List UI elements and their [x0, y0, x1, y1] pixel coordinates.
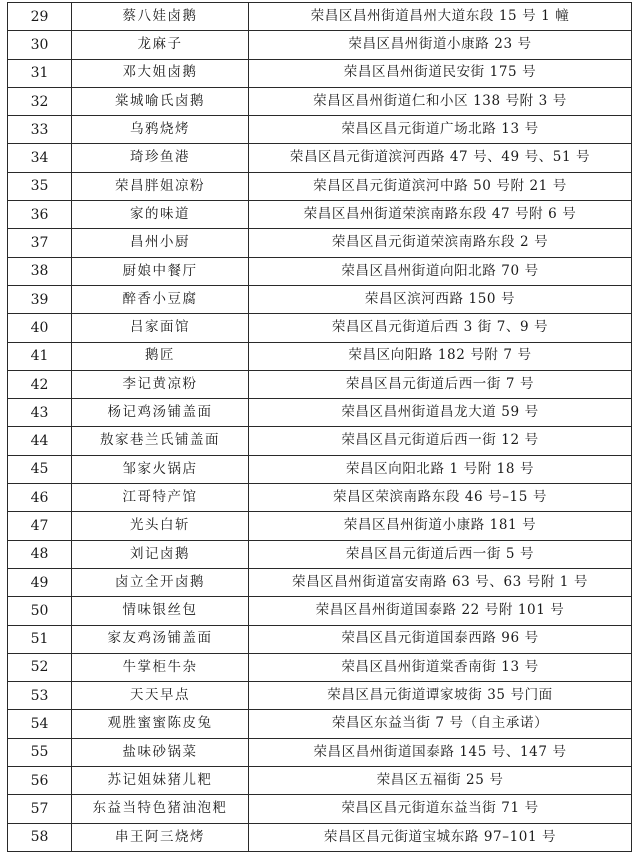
restaurant-name: 光头白斩 [72, 512, 249, 540]
restaurant-name: 家的味道 [72, 201, 249, 229]
restaurant-address: 荣昌区昌州街道棠香南街 13 号 [249, 653, 632, 681]
restaurant-address: 荣昌区昌州街道向阳北路 70 号 [249, 257, 632, 285]
table-row [8, 625, 632, 653]
row-number: 49 [8, 568, 72, 596]
table-row [8, 342, 632, 370]
restaurant-name: 牛掌柜牛杂 [72, 653, 249, 681]
row-number: 36 [8, 201, 72, 229]
table-row [8, 399, 632, 427]
row-number: 40 [8, 314, 72, 342]
restaurant-name: 杨记鸡汤铺盖面 [72, 399, 249, 427]
row-number: 56 [8, 767, 72, 795]
restaurant-name: 乌鸦烧烤 [72, 116, 249, 144]
row-number: 51 [8, 625, 72, 653]
table-row [8, 285, 632, 313]
row-number: 35 [8, 172, 72, 200]
restaurant-name: 棠城喻氏卤鹅 [72, 87, 249, 115]
table-body [8, 3, 632, 852]
table-row [8, 257, 632, 285]
restaurant-address: 荣昌区昌元街道广场北路 13 号 [249, 116, 632, 144]
restaurant-address: 荣昌区向阳路 182 号附 7 号 [249, 342, 632, 370]
restaurant-name: 敖家巷兰氏铺盖面 [72, 427, 249, 455]
restaurant-name: 情味银丝包 [72, 597, 249, 625]
table-row [8, 3, 632, 31]
restaurant-name: 李记黄凉粉 [72, 370, 249, 398]
restaurant-address: 荣昌区昌元街道后西 3 街 7、9 号 [249, 314, 632, 342]
row-number: 53 [8, 682, 72, 710]
restaurant-address: 荣昌区昌州街道小康路 181 号 [249, 512, 632, 540]
restaurant-address: 荣昌区五福街 25 号 [249, 767, 632, 795]
table-row [8, 116, 632, 144]
restaurant-name: 家友鸡汤铺盖面 [72, 625, 249, 653]
table-row [8, 427, 632, 455]
restaurant-address: 荣昌区昌元街道后西一街 7 号 [249, 370, 632, 398]
row-number: 45 [8, 455, 72, 483]
restaurant-name: 苏记姐妹猪儿粑 [72, 767, 249, 795]
restaurant-address: 荣昌区东益当街 7 号（自主承诺） [249, 710, 632, 738]
row-number: 57 [8, 795, 72, 823]
restaurant-address: 荣昌区昌州街道国泰路 145 号、147 号 [249, 738, 632, 766]
table-row [8, 201, 632, 229]
restaurant-address: 荣昌区昌元街道滨河西路 47 号、49 号、51 号 [249, 144, 632, 172]
restaurant-name: 蔡八娃卤鹅 [72, 3, 249, 31]
row-number: 34 [8, 144, 72, 172]
row-number: 43 [8, 399, 72, 427]
table-row [8, 795, 632, 823]
restaurant-address: 荣昌区昌元街道东益当街 71 号 [249, 795, 632, 823]
restaurant-name: 天天早点 [72, 682, 249, 710]
restaurant-name: 吕家面馆 [72, 314, 249, 342]
restaurant-address: 荣昌区昌元街道宝城东路 97–101 号 [249, 823, 632, 851]
table-row [8, 31, 632, 59]
restaurant-address: 荣昌区滨河西路 150 号 [249, 285, 632, 313]
row-number: 50 [8, 597, 72, 625]
restaurant-address: 荣昌区昌元街道后西一街 5 号 [249, 540, 632, 568]
restaurant-name: 盐味砂锅菜 [72, 738, 249, 766]
row-number: 32 [8, 87, 72, 115]
row-number: 42 [8, 370, 72, 398]
row-number: 55 [8, 738, 72, 766]
restaurant-address: 荣昌区荣滨南路东段 46 号–15 号 [249, 484, 632, 512]
row-number: 52 [8, 653, 72, 681]
row-number: 41 [8, 342, 72, 370]
restaurant-address: 荣昌区昌州街道富安南路 63 号、63 号附 1 号 [249, 568, 632, 596]
restaurant-name: 龙麻子 [72, 31, 249, 59]
restaurant-name: 昌州小厨 [72, 229, 249, 257]
restaurant-name: 观胜蜜蜜陈皮兔 [72, 710, 249, 738]
table-row [8, 568, 632, 596]
restaurant-name: 江哥特产馆 [72, 484, 249, 512]
table-row [8, 682, 632, 710]
table-row [8, 314, 632, 342]
restaurant-name: 东益当特色猪油泡粑 [72, 795, 249, 823]
restaurant-address: 荣昌区昌元街道滨河中路 50 号附 21 号 [249, 172, 632, 200]
restaurant-name: 刘记卤鹅 [72, 540, 249, 568]
restaurant-name: 鹅匠 [72, 342, 249, 370]
restaurant-name: 醉香小豆腐 [72, 285, 249, 313]
restaurant-address: 荣昌区昌州街道仁和小区 138 号附 3 号 [249, 87, 632, 115]
table-row [8, 653, 632, 681]
restaurant-address: 荣昌区昌元街道后西一街 12 号 [249, 427, 632, 455]
table-row [8, 597, 632, 625]
table-row [8, 710, 632, 738]
restaurant-address: 荣昌区昌州街道昌州大道东段 15 号 1 幢 [249, 3, 632, 31]
restaurant-address: 荣昌区昌元街道谭家坡街 35 号门面 [249, 682, 632, 710]
restaurant-address: 荣昌区向阳北路 1 号附 18 号 [249, 455, 632, 483]
table-row [8, 767, 632, 795]
table-row [8, 484, 632, 512]
restaurant-address: 荣昌区昌州街道国泰路 22 号附 101 号 [249, 597, 632, 625]
row-number: 30 [8, 31, 72, 59]
row-number: 37 [8, 229, 72, 257]
table-row [8, 172, 632, 200]
restaurant-name: 串王阿三烧烤 [72, 823, 249, 851]
row-number: 47 [8, 512, 72, 540]
table-row [8, 823, 632, 851]
table-row [8, 229, 632, 257]
row-number: 31 [8, 59, 72, 87]
table-row [8, 455, 632, 483]
row-number: 46 [8, 484, 72, 512]
restaurant-name: 荣昌胖姐凉粉 [72, 172, 249, 200]
table-row [8, 540, 632, 568]
row-number: 48 [8, 540, 72, 568]
table-row [8, 738, 632, 766]
row-number: 44 [8, 427, 72, 455]
row-number: 38 [8, 257, 72, 285]
table-row [8, 512, 632, 540]
restaurant-address: 荣昌区昌州街道小康路 23 号 [249, 31, 632, 59]
row-number: 58 [8, 823, 72, 851]
restaurant-address: 荣昌区昌州街道民安街 175 号 [249, 59, 632, 87]
row-number: 29 [8, 3, 72, 31]
restaurant-name: 厨娘中餐厅 [72, 257, 249, 285]
restaurant-name: 邓大姐卤鹅 [72, 59, 249, 87]
restaurant-name: 卤立全开卤鹅 [72, 568, 249, 596]
table-row [8, 87, 632, 115]
restaurant-address: 荣昌区昌元街道国泰西路 96 号 [249, 625, 632, 653]
table-row [8, 144, 632, 172]
restaurant-address: 荣昌区昌元街道荣滨南路东段 2 号 [249, 229, 632, 257]
restaurant-name: 邹家火锅店 [72, 455, 249, 483]
row-number: 54 [8, 710, 72, 738]
table-row [8, 59, 632, 87]
restaurant-table [7, 2, 632, 852]
table-row [8, 370, 632, 398]
restaurant-address: 荣昌区昌州街道昌龙大道 59 号 [249, 399, 632, 427]
row-number: 33 [8, 116, 72, 144]
row-number: 39 [8, 285, 72, 313]
restaurant-name: 琦珍鱼港 [72, 144, 249, 172]
restaurant-address: 荣昌区昌州街道荣滨南路东段 47 号附 6 号 [249, 201, 632, 229]
